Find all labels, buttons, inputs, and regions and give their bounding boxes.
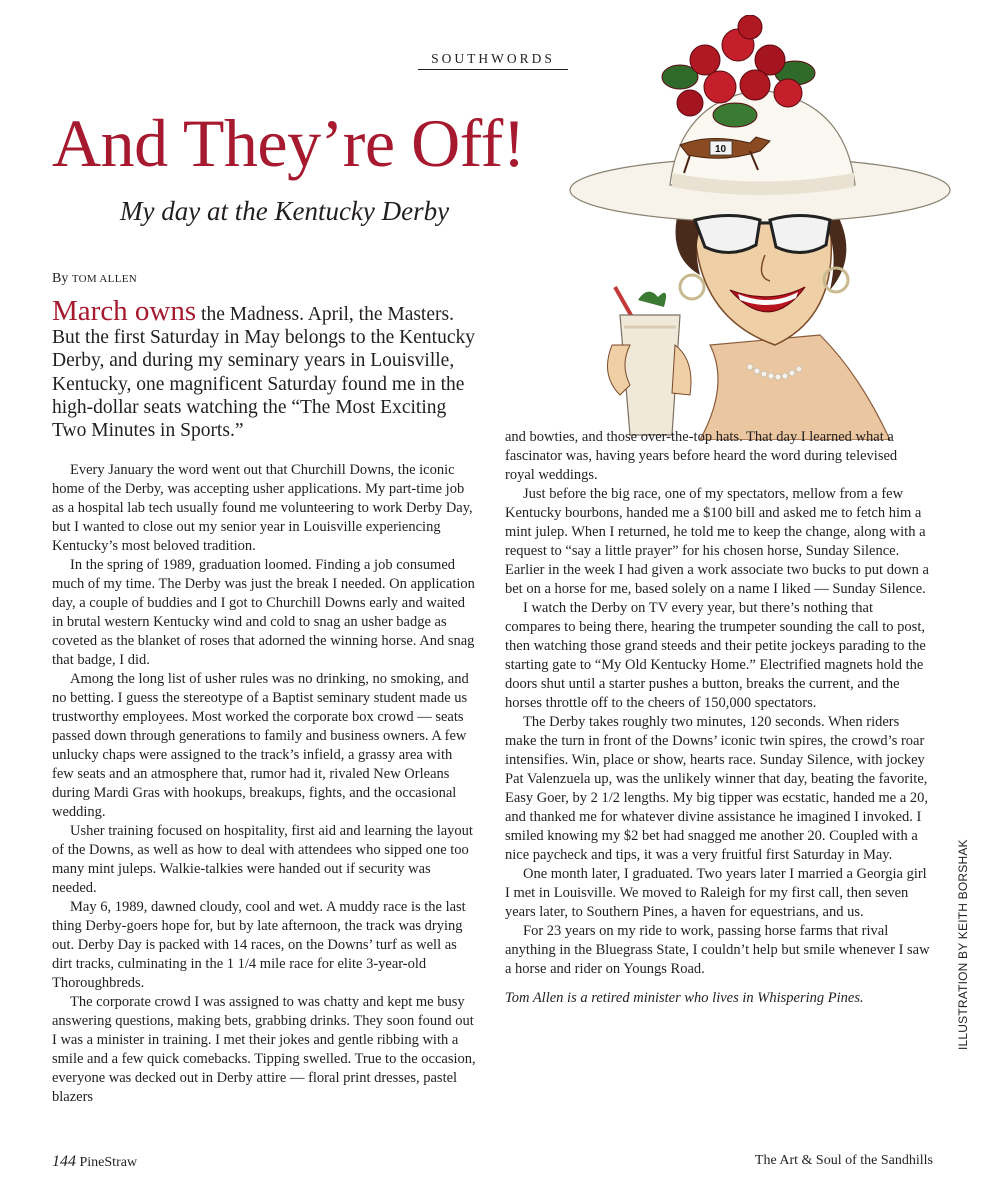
magazine-name: PineStraw: [79, 1155, 138, 1170]
illustration-credit: ILLUSTRATION BY KEITH BORSHAK: [956, 839, 970, 1050]
body-paragraph: Usher training focused on hospitality, first aid and learning the layout of the Downs, as well as how to deal with attendees who sipped one too many mint juleps. Walkie-talkies were handed out if security was needed.: [52, 823, 473, 896]
drop-lead-words: March owns: [52, 295, 197, 327]
article-column-left: [52, 461, 477, 1107]
byline: [52, 271, 137, 287]
hoop-earring-left: [680, 275, 704, 299]
body-paragraph: For 23 years on my ride to work, passing horse farms that rival anything in the Bluegrass State, I couldn’t help but smile whenever I saw a horse and rider on Youngs Road.: [505, 923, 930, 977]
headline: And They’re Off!: [52, 105, 525, 181]
saddle-cloth-number: 10: [715, 144, 727, 155]
body-paragraph: Just before the big race, one of my spectators, mellow from a few Kentucky bourbons, handed me a $100 bill and asked me to fetch him a mint julep. When I returned, he told me to keep the change, along with a request to “say a little prayer” for his chosen horse, Sunday Silence. Earlier in the week I had given a work associate two bucks to put down a bet on a horse for me, based solely on a name I liked — Sunday Silence.: [505, 486, 929, 597]
byline-author: TOM ALLEN: [71, 273, 137, 285]
body-paragraph: One month later, I graduated. Two years later I married a Georgia girl I met in Louisville. We moved to Raleigh for my first call, then seven years later, to Southern Pines, a haven for equestrians, and us.: [505, 866, 927, 920]
lede-text: the Madness. April, the Masters. But the first Saturday in May belongs to the Kentucky Derby, and during my seminary years in Louisville, Kentucky, one magnificent Saturday found me in the high-dollar seats watching the “The Most Exciting Two Minutes in Sports.”: [52, 304, 475, 442]
body-paragraph: I watch the Derby on TV every year, but there’s nothing that compares to being there, hearing the trumpeter sounding the call to post, then watching those grand steeds and their petite jockeys parading to the starting gate to “My Old Kentucky Home.” Electrified magnets hold the doors shut until a starter pushes a button, breaks the current, and the horses throttle off to the cheers of 150,000 spectators.: [505, 600, 926, 711]
body-paragraph: In the spring of 1989, graduation loomed. Finding a job consumed much of my time. The Derby was just the break I needed. On application day, a couple of buddies and I got to Churchill Downs early and waited in brutal western Kentucky wind and cold to snag an usher badge as coveted as the blanket of roses that adorned the winning horse. And snag that badge, I did.: [52, 557, 475, 668]
body-paragraph: Every January the word went out that Churchill Downs, the iconic home of the Derby, was accepting usher applications. My part-time job as a hospital lab tech usually found me volunteering to work Derby Day, but I wanted to close out my senior year in Louisville experiencing Kentucky’s most beloved tradition.: [52, 462, 473, 554]
body-paragraph: May 6, 1989, dawned cloudy, cool and wet. A muddy race is the last thing Derby-goers hope for, but by late afternoon, the track was drying out. Derby Day is packed with 14 races, on the Downs’ turf as well as dirt tracks, culminating in the 1 1/4 mile race for elite 3-year-old Thoroughbreds.: [52, 899, 466, 991]
article-column-right: [505, 428, 930, 1008]
subheadline: My day at the Kentucky Derby: [120, 196, 450, 226]
lede-paragraph: [52, 295, 477, 442]
byline-prefix: By: [52, 271, 69, 286]
footer-folio: [52, 1153, 137, 1171]
body-paragraph: The corporate crowd I was assigned to was chatty and kept me busy answering questions, making bets, grabbing drinks. They soon found out I was a minister in training. I met their jokes and gentle ribbing with a smile and a few quick comebacks. Tipping swelled. True to the occasion, everyone was decked out in Derby attire — floral print dresses, pastel blazers: [52, 994, 476, 1105]
body-paragraph-continued: and bowties, and those over-the-top hats. That day I learned what a fascinator was, having years before heard the word during televised royal weddings.: [505, 429, 898, 483]
footer-tagline: The Art & Soul of the Sandhills: [754, 1153, 933, 1168]
body-paragraph: Among the long list of usher rules was no drinking, no smoking, and no betting. I guess the stereotype of a Baptist seminary student made us trustworthy employees. Most worked the corporate box crowd — seats passed down through generations to family and business owners. A few unlucky chaps were assigned to the track’s infield, a grassy area with few seats and an atmosphere that, rumor had it, rivaled New Orleans during Mardi Gras with hookups, breakups, fights, and the occasional wedding.: [52, 671, 469, 820]
section-label: SOUTHWORDS: [418, 51, 568, 70]
page-number: 144: [52, 1153, 76, 1170]
body-paragraph: The Derby takes roughly two minutes, 120 seconds. When riders make the turn in front of the Downs’ iconic twin spires, the crowd’s roar intensifies. Win, place or show, hearts race. Sunday Silence, with jockey Pat Valenzuela up, was the unlikely winner that day, beating the favorite, Easy Goer, by 2 1/2 lengths. My big tipper was ecstatic, handed me a 20, and thanked me for whatever divine assistance he imagined I invoked. I smiled knowing my $2 bet had snagged me another 20. Coupled with a nice paycheck and tips, it was a very fruitful first Saturday in May.: [505, 714, 929, 863]
author-signoff: Tom Allen is a retired minister who lives in Whispering Pines.: [505, 990, 864, 1006]
derby-hat-lady-illustration: [560, 15, 960, 440]
